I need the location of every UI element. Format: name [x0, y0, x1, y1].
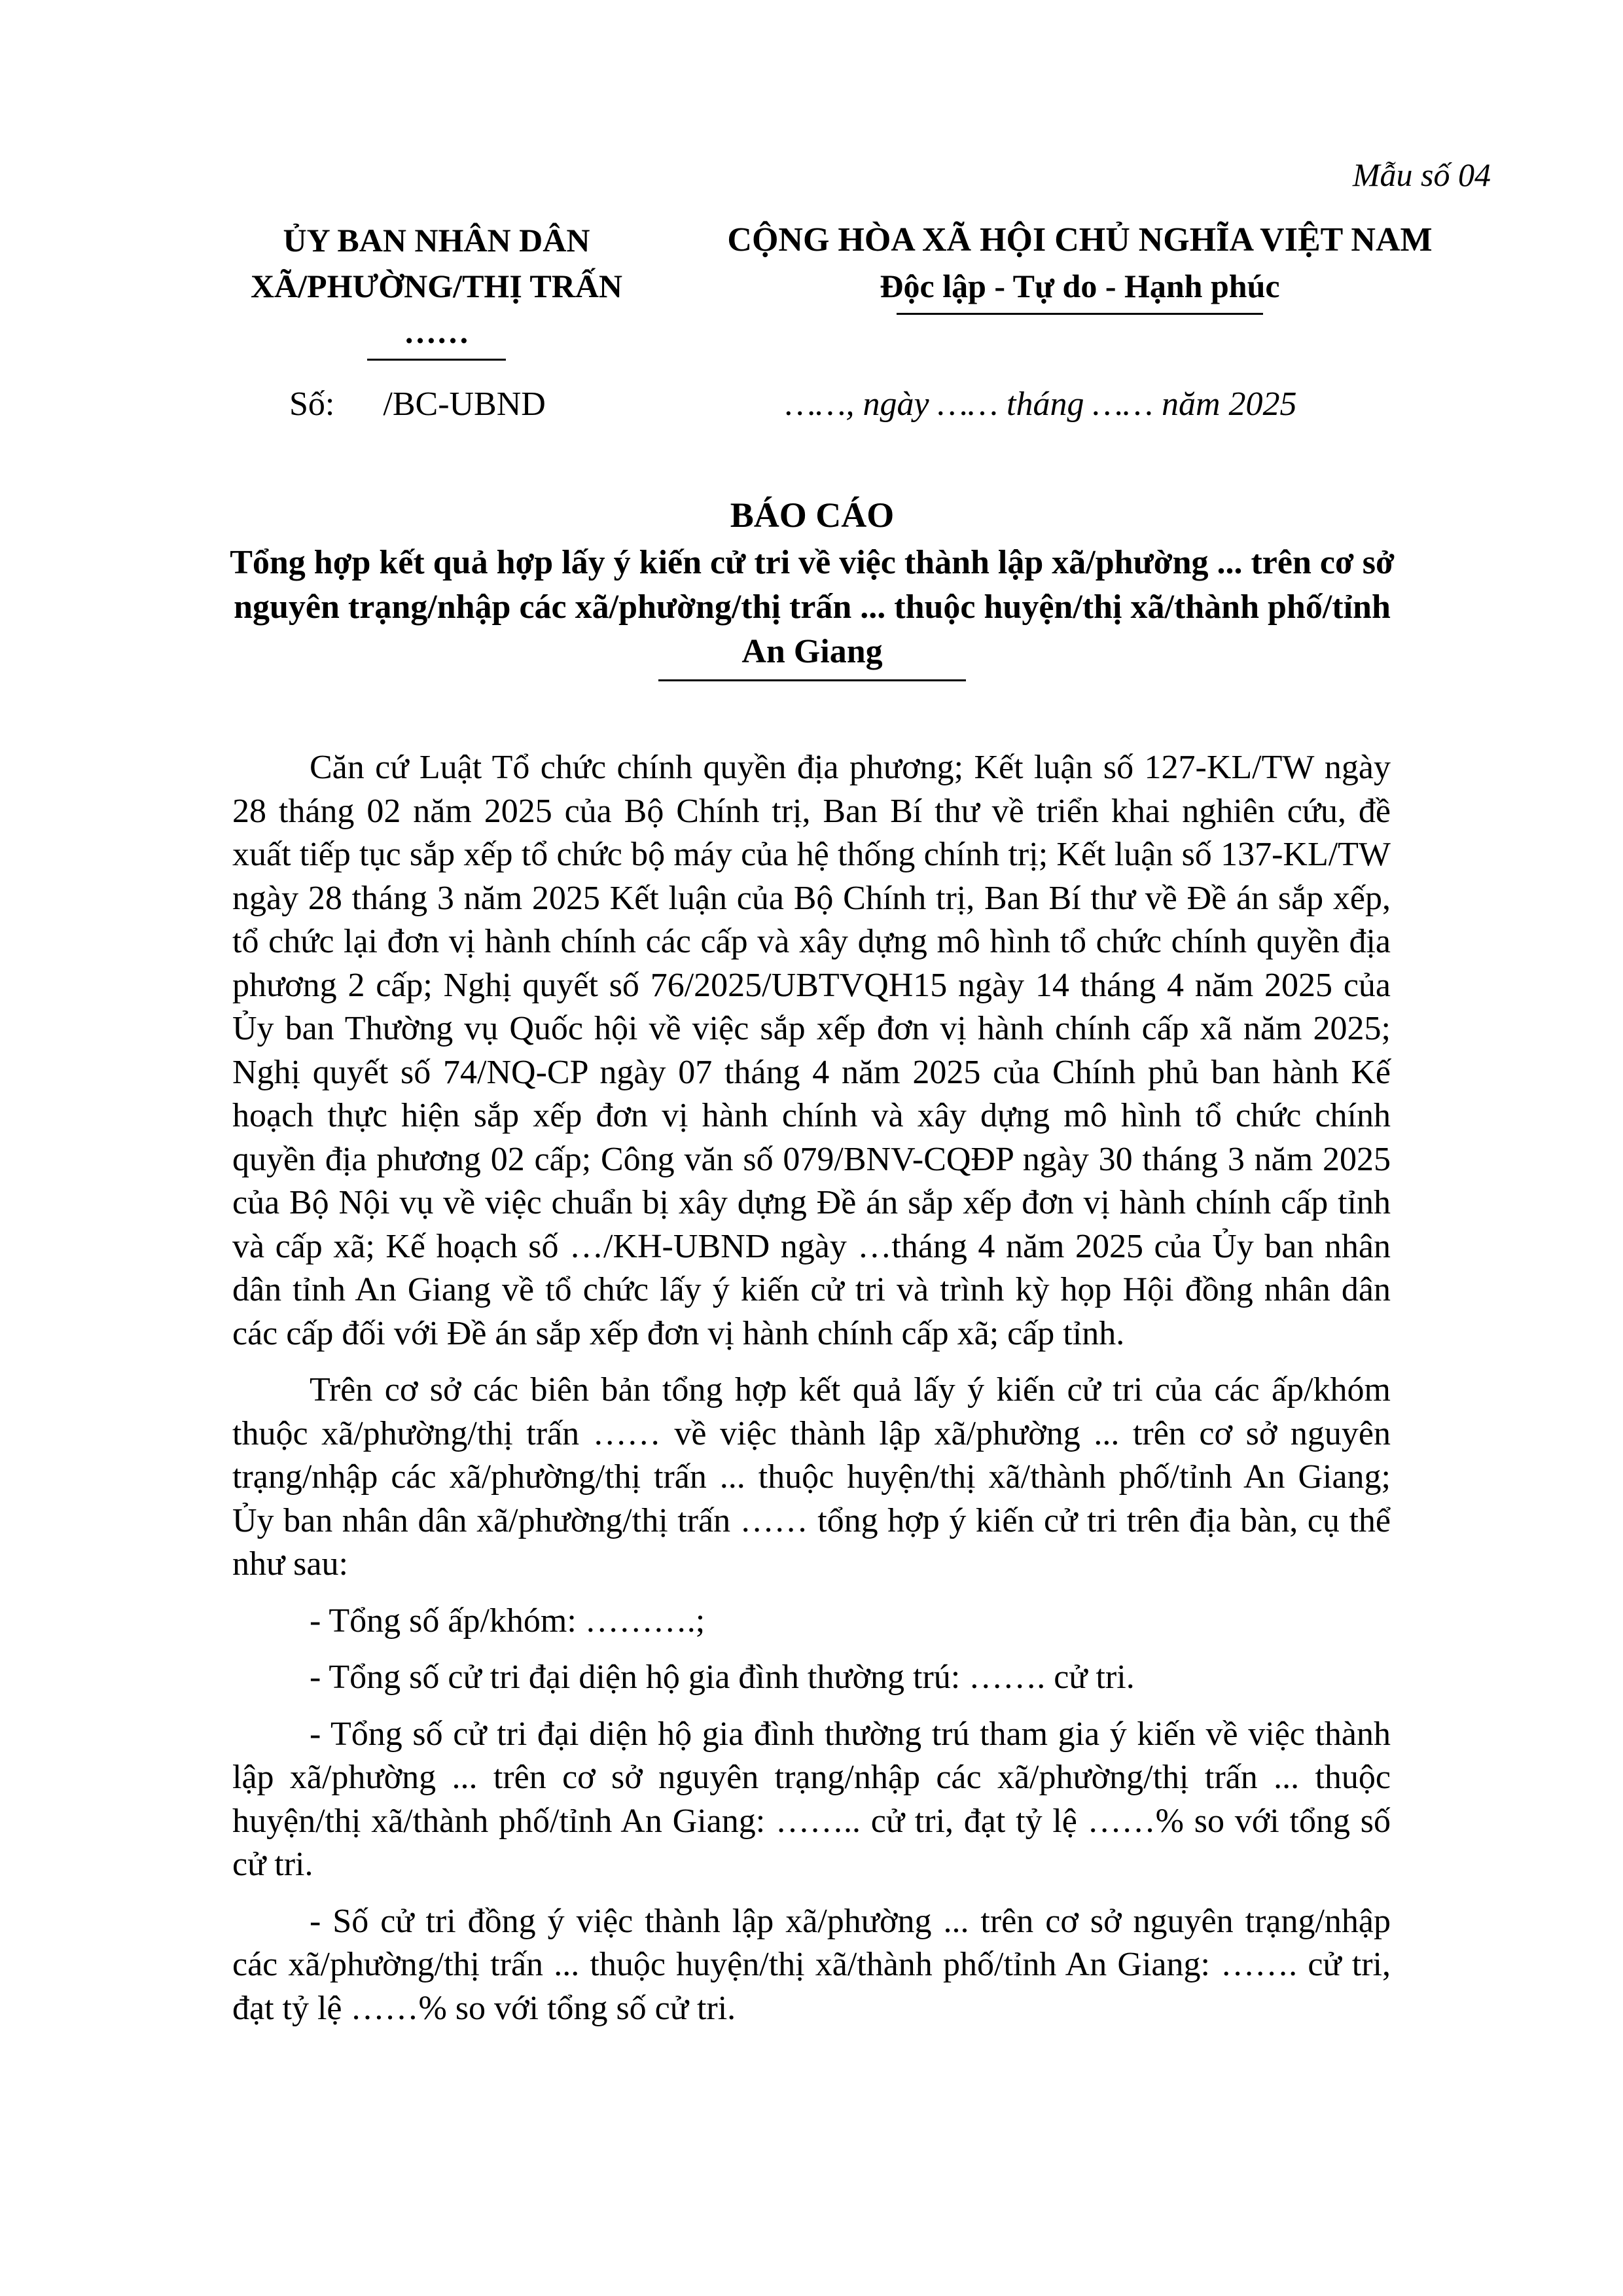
authority-line-1: ỦY BAN NHÂN DÂN — [283, 222, 590, 259]
report-title: BÁO CÁO — [730, 495, 895, 535]
document-number-code: /BC-UBND — [383, 386, 546, 423]
authority-line-3: …… — [404, 314, 469, 350]
item-total-hamlets: - Tổng số ấp/khóm: ……….; — [310, 1602, 705, 1640]
paragraph-legal-basis: Căn cứ Luật Tổ chức chính quyền địa phương; Kết luận số 127-KL/TW ngày 28 tháng 02 năm 2025 của Bộ Chính trị, Ban Bí thư về triển khai nghiên cứu, đề xuất tiếp tục sắp xếp tổ chức bộ máy của hệ thống chính trị; Kết luận số 137-KL/TW ngày 28 tháng 3 năm 2025 Kết luận của Bộ Chính trị, Ban Bí thư về Đề án sắp xếp, tổ chức lại đơn vị hành chính các cấp và xây dựng mô hình tổ chức chính quyền địa phương 2 cấp; Nghị quyết số 76/2025/UBTVQH15 ngày 14 tháng 4 năm 2025 của Ủy ban Thường vụ Quốc hội về việc sắp xếp đơn vị hành chính cấp xã năm 2025; Nghị quyết số 74/NQ-CP ngày 07 tháng 4 năm 2025 của Chính phủ ban hành Kế hoạch thực hiện sắp xếp đơn vị hành chính và xây dựng mô hình tổ chức chính quyền địa phương 02 cấp; Công văn số 079/BNV-CQĐP ngày 30 tháng 3 năm 2025 của Bộ Nội vụ về việc chuẩn bị xây dựng Đề án sắp xếp đơn vị hành chính cấp tỉnh và cấp xã; Kế hoạch số …/KH-UBND ngày …tháng 4 năm 2025 của Ủy ban nhân dân tỉnh An Giang về tổ chức lấy ý kiến cử tri và trình kỳ họp Hội đồng nhân dân các cấp đối với Đề án sắp xếp đơn vị hành chính cấp xã; cấp tỉnh. — [232, 749, 1391, 1352]
item-total-participants: - Tổng số cử tri đại diện hộ gia đình thường trú tham gia ý kiến về việc thành lập xã/phường ... trên cơ sở nguyên trạng/nhập các xã/phường/thị trấn ... thuộc huyện/thị xã/thành phố/tỉnh An Giang: …….. cử tri, đạt tỷ lệ ……% so với tổng số cử tri. — [232, 1715, 1391, 1883]
motto-underline — [897, 313, 1263, 315]
date-line: ……, ngày …… tháng …… năm 2025 — [785, 386, 1297, 423]
item-agreeing-voters: - Số cử tri đồng ý việc thành lập xã/phường ... trên cơ sở nguyên trạng/nhập các xã/phường/thị trấn ... thuộc huyện/thị xã/thành phố/tỉnh An Giang: ……. cử tri, đạt tỷ lệ ……% so với tổng số cử tri. — [232, 1902, 1391, 2027]
form-number: Mẫu số 04 — [1352, 156, 1491, 193]
paragraph-basis-minutes: Trên cơ sở các biên bản tổng hợp kết quả lấy ý kiến cử tri của các ấp/khóm thuộc xã/phường/thị trấn …… về việc thành lập xã/phường ... trên cơ sở nguyên trạng/nhập các xã/phường/thị trấn ... thuộc huyện/thị xã/thành phố/tỉnh An Giang; Ủy ban nhân dân xã/phường/thị trấn …… tổng hợp ý kiến cử tri trên địa bàn, cụ thể như sau: — [232, 1371, 1391, 1583]
national-header — [687, 217, 1472, 315]
national-motto: Độc lập - Tự do - Hạnh phúc — [880, 268, 1280, 304]
authority-line-2: XÃ/PHƯỜNG/THỊ TRẤN — [250, 268, 623, 304]
report-subtitle: Tổng hợp kết quả hợp lấy ý kiến cử tri về việc thành lập xã/phường ... trên cơ sở nguyên trạng/nhập các xã/phường/thị trấn ... thuộc huyện/thị xã/thành phố/tỉnh An Giang — [230, 544, 1395, 670]
document-number — [289, 385, 546, 423]
document-number-label: Số: — [289, 386, 335, 423]
report-title-block — [217, 492, 1407, 681]
title-underline — [658, 679, 966, 681]
item-total-voters: - Tổng số cử tri đại diện hộ gia đình thường trú: ……. cử tri. — [310, 1659, 1135, 1696]
nation-name: CỘNG HÒA XÃ HỘI CHỦ NGHĨA VIỆT NAM — [727, 221, 1433, 259]
issuing-authority-header — [217, 217, 656, 361]
report-body — [232, 746, 1391, 2030]
authority-underline — [367, 359, 506, 361]
